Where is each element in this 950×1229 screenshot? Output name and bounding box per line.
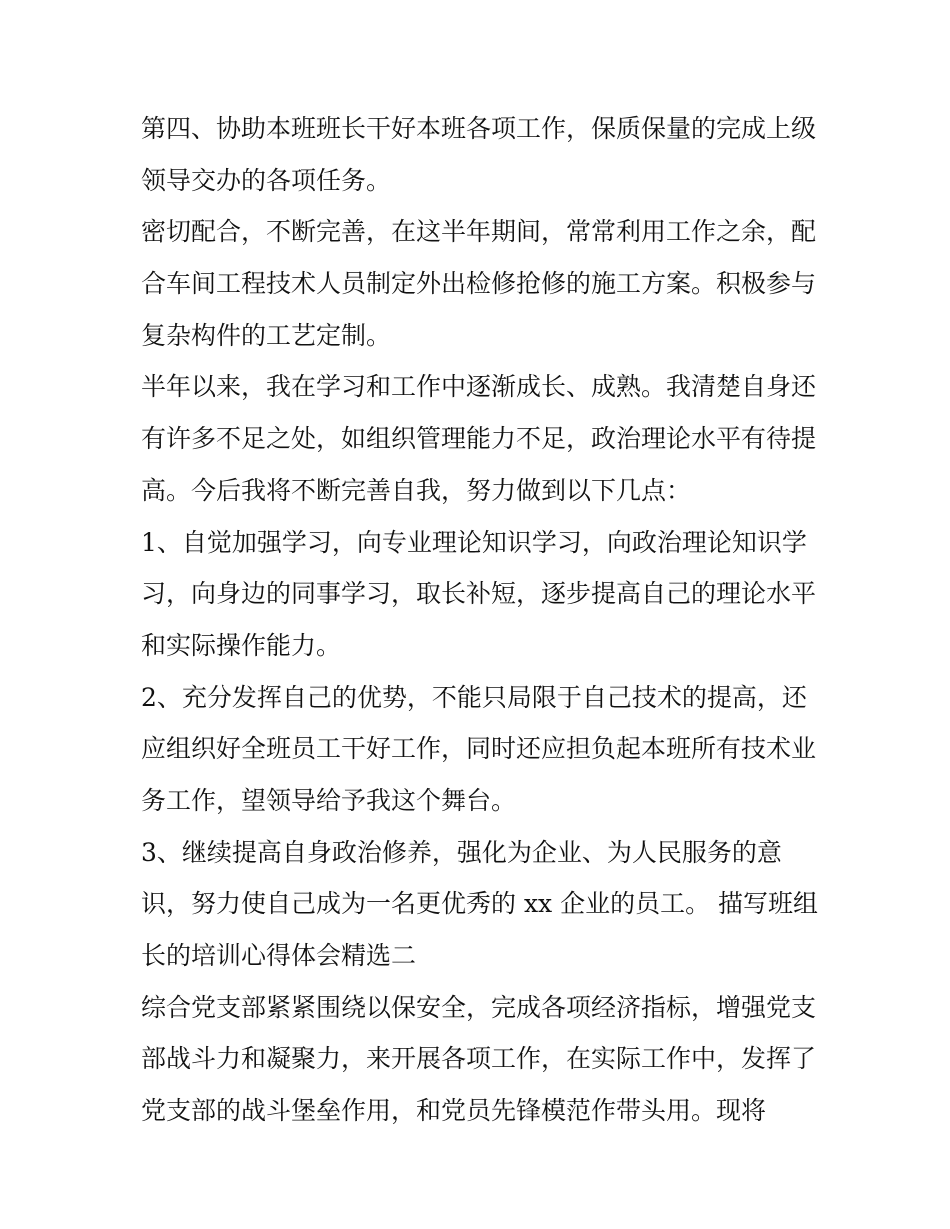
text-line: 复杂构件的工艺定制。 — [141, 320, 392, 350]
document-body — [141, 103, 821, 1137]
text-line: 2、充分发挥自己的优势，不能只局限于自己技术的提高，还 — [141, 682, 807, 712]
text-line: 应组织好全班员工干好工作，同时还应担负起本班所有技术业 — [141, 734, 817, 764]
text-line: 半年以来，我在学习和工作中逐渐成长、成熟。我清楚自身还 — [141, 372, 817, 402]
text-line: 有许多不足之处，如组织管理能力不足，政治理论水平有待提 — [141, 424, 817, 454]
text-line: 党支部的战斗堡垒作用，和党员先锋模范作带头用。现将 — [141, 1096, 767, 1126]
text-line: 习，向身边的同事学习，取长补短，逐步提高自己的理论水平 — [141, 579, 817, 609]
text-line: 密切配合，不断完善，在这半年期间，常常利用工作之余，配 — [141, 217, 817, 247]
text-line: 务工作，望领导给予我这个舞台。 — [141, 785, 517, 815]
text-line: 和实际操作能力。 — [141, 630, 342, 660]
text-line: 3、继续提高自身政治修养，强化为企业、为人民服务的意 — [141, 837, 782, 867]
text-line: 领导交办的各项任务。 — [141, 165, 392, 195]
text-line: 长的培训心得体会精选二 — [141, 941, 417, 970]
text-line: 识，努力使自己成为一名更优秀的 xx 企业的员工。 描写班组 — [141, 889, 819, 919]
text-line: 合车间工程技术人员制定外出检修抢修的施工方案。积极参与 — [141, 269, 817, 299]
text-line: 高。今后我将不断完善自我，努力做到以下几点： — [141, 475, 692, 505]
text-line: 第四、协助本班班长干好本班各项工作，保质保量的完成上级 — [141, 114, 817, 143]
text-line: 综合党支部紧紧围绕以保安全，完成各项经济指标，增强党支 — [141, 992, 817, 1022]
text-line: 部战斗力和凝聚力，来开展各项工作，在实际工作中，发挥了 — [141, 1044, 817, 1074]
text-line: 1、自觉加强学习，向专业理论知识学习，向政治理论知识学 — [141, 527, 807, 557]
